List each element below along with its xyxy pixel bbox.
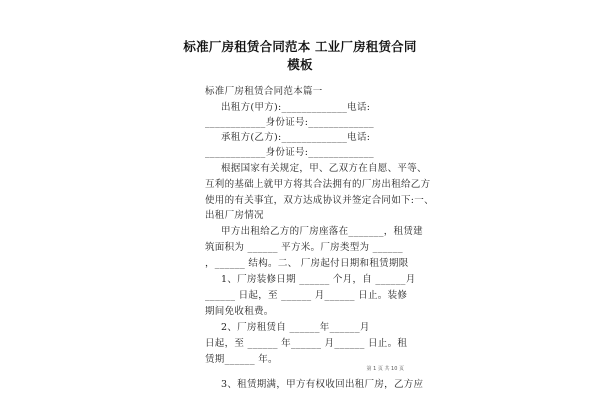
text-line: 根据国家有关规定，甲、乙双方在自愿、平等、 (221, 163, 427, 174)
text-line: 期间免收租费。 (205, 306, 274, 317)
text-line: 3、租赁期满，甲方有权收回出租厂房，乙方应 (221, 379, 424, 390)
document-title-line1: 标准厂房租赁合同范本 工业厂房租赁合同 (183, 39, 417, 54)
text-line: 出租方(甲方):_____________电话: (221, 102, 371, 113)
text-line: 标准厂房租赁合同范本篇一 (205, 86, 323, 97)
text-line: 日起，至 ______ 年______ 月______ 日止。租 (205, 338, 408, 349)
document-title-line2: 模板 (287, 57, 313, 72)
text-line: ____________身份证号:_____________ (205, 117, 374, 128)
text-line: 互利的基础上就甲方将其合法拥有的厂房出租给乙方 (205, 179, 431, 190)
text-line: 使用的有关事宜，双方达成协议并签定合同如下:一、 (205, 195, 434, 206)
text-line: ______ 日起，至 ______ 月______ 日止。装修 (205, 290, 408, 301)
text-line: 甲方出租给乙方的厂房座落在_______，租赁建 (221, 226, 423, 237)
text-line: 2、厂房租赁自 ______年______月 (221, 322, 370, 333)
text-line: 承租方(乙方):_____________电话: (221, 132, 371, 143)
text-line: 筑面积为 ______ 平方米。厂房类型为 ______ (205, 242, 403, 253)
text-line: ，______ 结构。二、 厂房起付日期和租赁期限 (205, 258, 409, 269)
text-line: 赁期______ 年。 (205, 354, 278, 365)
text-line: ____________身份证号:_____________ (205, 147, 374, 158)
text-line: 1、厂房装修日期 ______ 个月，自 ______月 (221, 274, 416, 285)
page-footer: 第 1 页 共 10 页 (366, 366, 404, 372)
text-line: 出租厂房情况 (205, 210, 264, 221)
